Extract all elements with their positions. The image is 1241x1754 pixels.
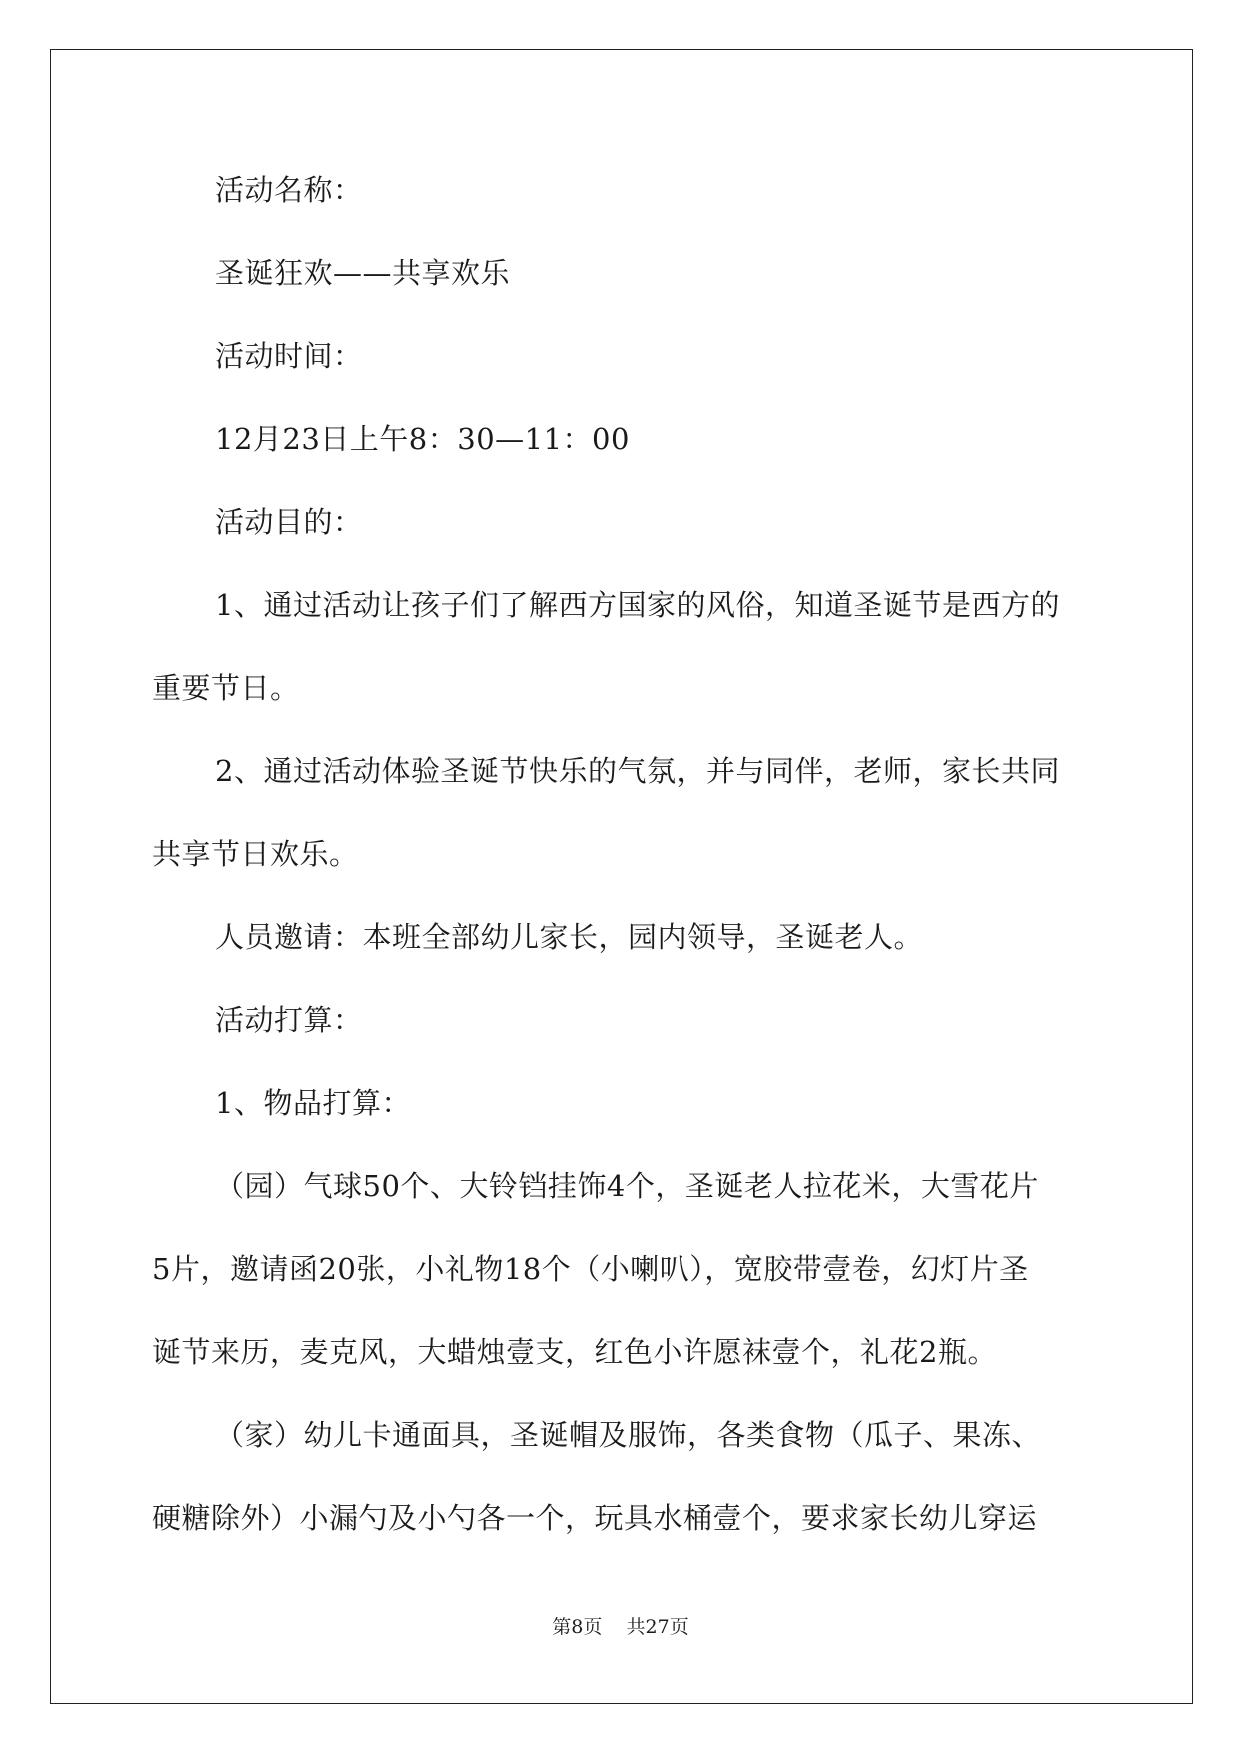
text-line-kindergarten-items-cont-2: 诞节来历，麦克风，大蜡烛壹支，红色小许愿袜壹个，礼花2瓶。 bbox=[152, 1335, 997, 1369]
text-line-activity-purpose-label: 活动目的： bbox=[215, 505, 363, 539]
text-line-purpose-2: 2、通过活动体验圣诞节快乐的气氛，并与同伴，老师，家长共同 bbox=[215, 754, 1060, 788]
text-line-activity-time: 12月23日上午8：30—11：00 bbox=[215, 422, 630, 456]
text-line-home-items-cont: 硬糖除外）小漏勺及小勺各一个，玩具水桶壹个，要求家长幼儿穿运 bbox=[152, 1501, 1038, 1535]
text-line-kindergarten-items: （园）气球50个、大铃铛挂饰4个，圣诞老人拉花米，大雪花片 bbox=[215, 1169, 1039, 1203]
text-line-purpose-1: 1、通过活动让孩子们了解西方国家的风俗，知道圣诞节是西方的 bbox=[215, 588, 1060, 622]
page-border bbox=[50, 49, 1193, 1704]
text-line-invitees: 人员邀请：本班全部幼儿家长，园内领导，圣诞老人。 bbox=[215, 920, 924, 954]
text-line-home-items: （家）幼儿卡通面具，圣诞帽及服饰，各类食物（瓜子、果冻、 bbox=[215, 1418, 1042, 1452]
text-line-preparation-label: 活动打算： bbox=[215, 1003, 363, 1037]
text-line-activity-time-label: 活动时间： bbox=[215, 339, 363, 373]
page-number-footer: 第8页 共27页 bbox=[552, 1616, 689, 1638]
text-line-materials-label: 1、物品打算： bbox=[215, 1086, 411, 1120]
text-line-activity-name: 圣诞狂欢——共享欢乐 bbox=[215, 256, 511, 290]
text-line-purpose-2-cont: 共享节日欢乐。 bbox=[152, 837, 359, 871]
text-line-activity-name-label: 活动名称： bbox=[215, 173, 363, 207]
text-line-kindergarten-items-cont-1: 5片，邀请函20张，小礼物18个（小喇叭），宽胶带壹卷，幻灯片圣 bbox=[152, 1252, 1029, 1286]
text-line-purpose-1-cont: 重要节日。 bbox=[152, 671, 300, 705]
